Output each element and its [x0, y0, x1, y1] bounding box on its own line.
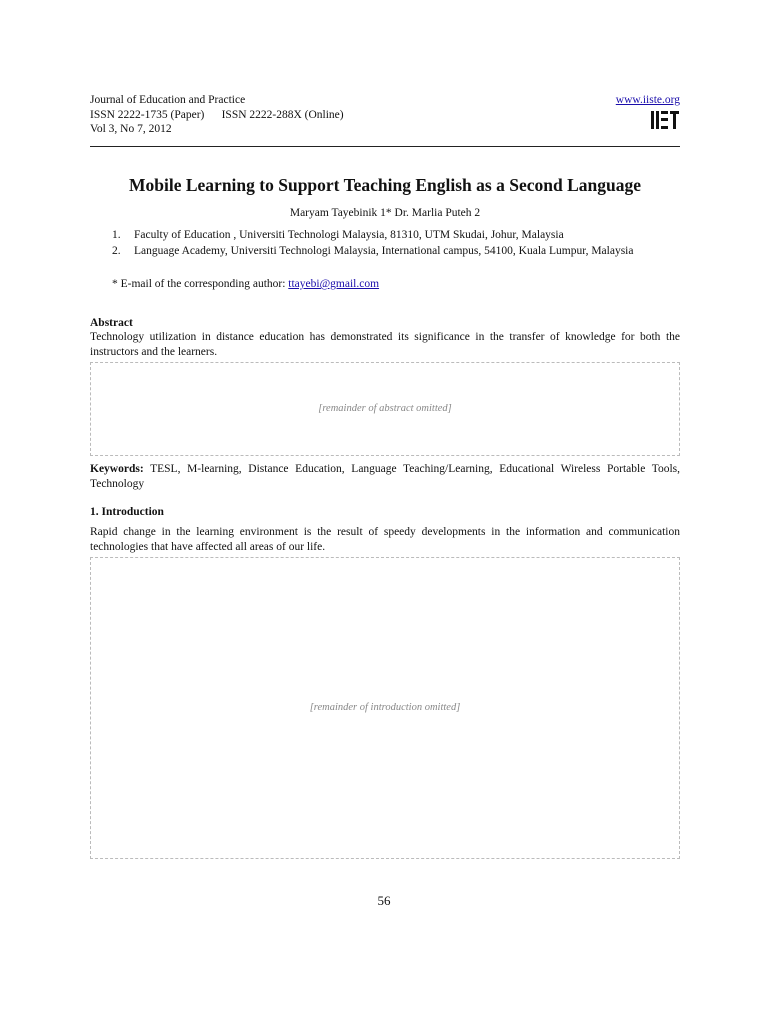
iiste-logo-icon	[650, 109, 680, 131]
affiliation-text: Faculty of Education , Universiti Technologi Malaysia, 81310, UTM Skudai, Johur, Malaysia	[134, 229, 564, 241]
affiliation-text: Language Academy, Universiti Technologi Malaysia, International campus, 54100, Kuala Lumpur, Malaysia	[134, 245, 634, 257]
introduction-section	[90, 505, 680, 859]
abstract-heading: Abstract	[90, 317, 133, 329]
affiliation-number: 1.	[112, 229, 121, 241]
paper-authors: Maryam Tayebinik 1* Dr. Marlia Puteh 2	[289, 207, 481, 219]
journal-url-link[interactable]: www.iiste.org	[615, 94, 680, 106]
corresponding-author	[112, 278, 379, 290]
abstract-excerpt: Technology utilization in distance education has demonstrated its significance in the transfer of knowledge for both the instructors and the learners.	[90, 331, 680, 358]
email-label: * E-mail of the corresponding author:	[112, 278, 289, 290]
volume-line: Vol 3, No 7, 2012	[90, 123, 172, 135]
introduction-excerpt: Rapid change in the learning environment is the result of speedy developments in the information and communication technologies that have affected all areas of our life.	[90, 526, 680, 553]
email-link[interactable]: ttayebi@gmail.com	[288, 278, 380, 290]
keywords-line	[90, 462, 680, 491]
paper-title: Mobile Learning to Support Teaching English as a Second Language	[129, 175, 641, 195]
issn-line: ISSN 2222-1735 (Paper) ISSN 2222-288X (Online)	[90, 108, 344, 121]
affiliations-list	[112, 228, 680, 260]
keywords-text: TESL, M-learning, Distance Education, Language Teaching/Learning, Educational Wireless Portable Tools, Technology	[90, 463, 680, 490]
introduction-omitted: [remainder of introduction omitted]	[90, 557, 680, 859]
keywords-label: Keywords:	[90, 463, 144, 476]
affiliation-item	[112, 228, 680, 242]
introduction-heading: 1. Introduction	[90, 506, 164, 518]
affiliation-item	[112, 244, 680, 258]
abstract-omitted: [remainder of abstract omitted]	[90, 362, 680, 456]
journal-name: Journal of Education and Practice	[90, 94, 246, 106]
header-rule	[90, 146, 680, 147]
abstract-section	[90, 316, 680, 491]
journal-header	[90, 93, 680, 137]
page-number: 56	[377, 893, 391, 908]
affiliation-number: 2.	[112, 245, 121, 257]
